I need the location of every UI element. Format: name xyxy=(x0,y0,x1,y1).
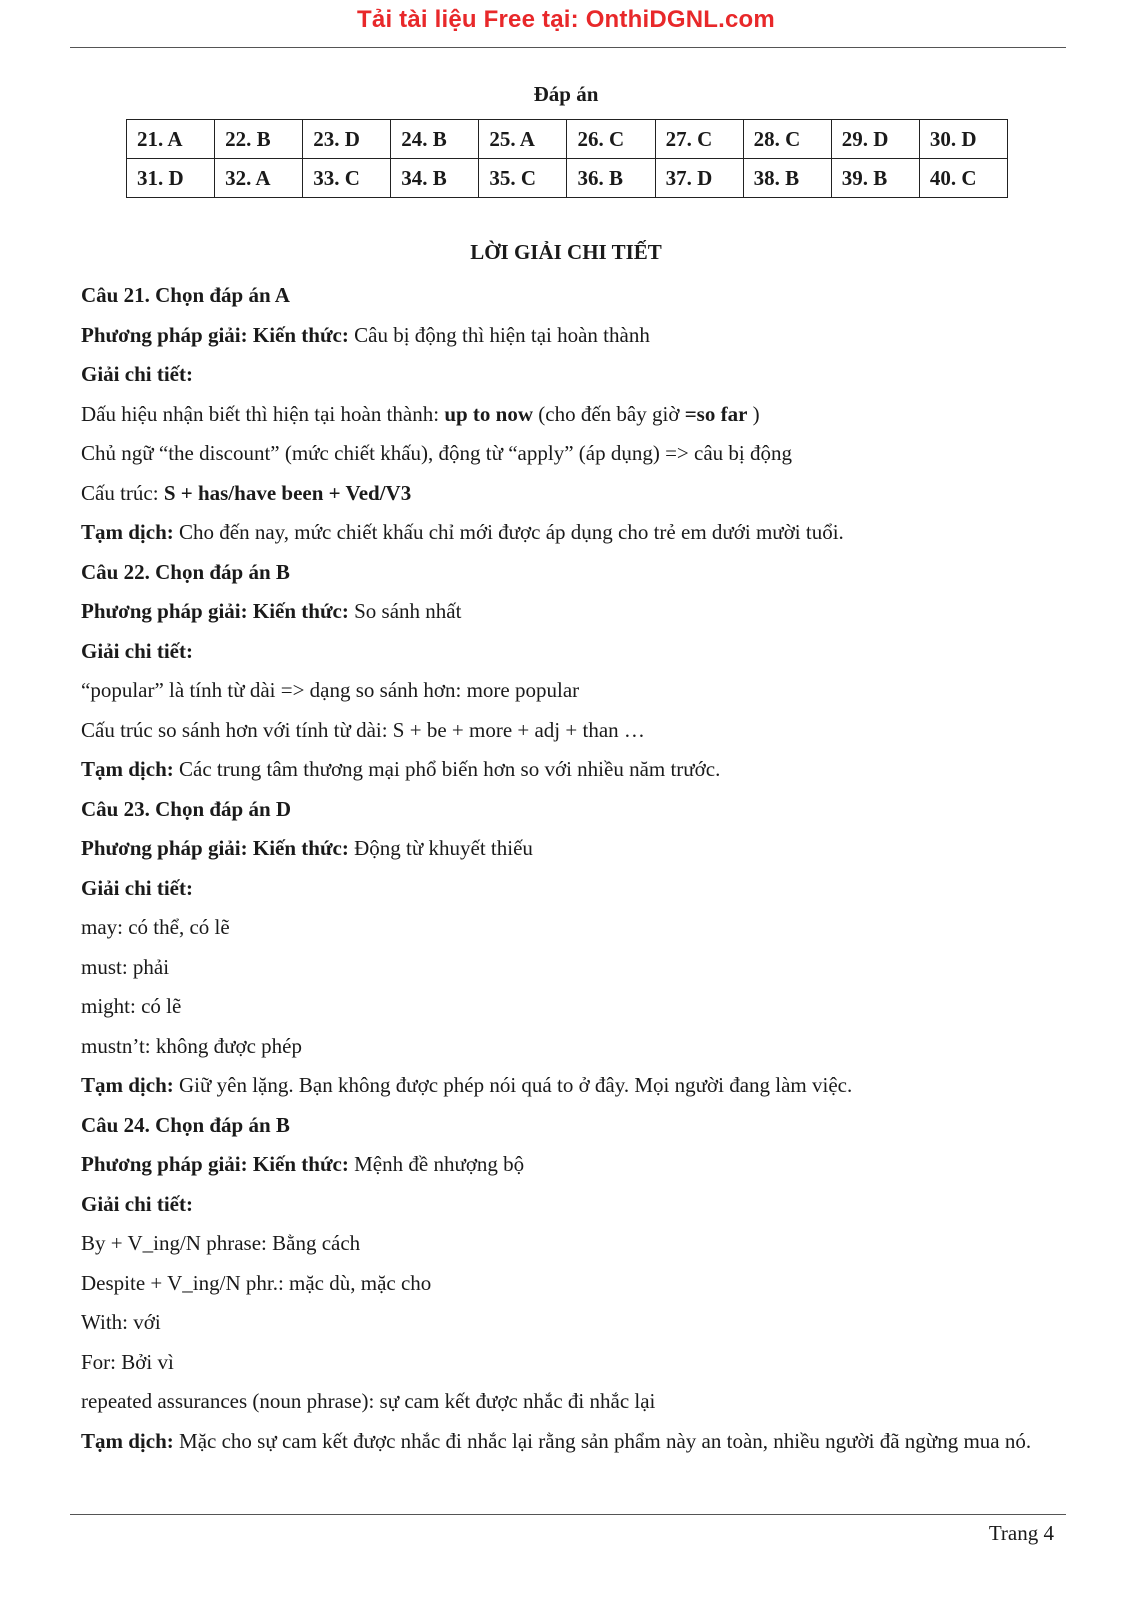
text-run: Dấu hiệu nhận biết thì hiện tại hoàn thành: xyxy=(81,401,445,426)
text-run: mustn’t: không được phép xyxy=(81,1033,303,1058)
bold-text: up to now xyxy=(444,401,534,426)
text-run: may: có thể, có lẽ xyxy=(81,915,230,939)
solutions-body xyxy=(81,276,1066,1461)
text-run: Cấu trúc: xyxy=(81,480,164,505)
solution-line xyxy=(81,790,1066,830)
solution-line xyxy=(81,434,1066,474)
solution-line xyxy=(81,513,1066,553)
answer-cell: 24. B xyxy=(391,120,479,159)
solution-line xyxy=(81,1106,1066,1146)
solution-line xyxy=(81,395,1066,435)
text-run: (cho đến bây giờ xyxy=(533,401,685,426)
text-run: Cho đến nay, mức chiết khấu chỉ mới được áp dụng cho trẻ em dưới mười tuổi. xyxy=(173,520,844,544)
answer-key-table xyxy=(126,119,1008,198)
solution-line xyxy=(81,1066,1066,1106)
text-run: For: Bởi vì xyxy=(81,1349,174,1374)
bold-text: Giải chi tiết: xyxy=(81,1191,193,1216)
answer-cell: 25. A xyxy=(479,120,567,159)
bold-text: Phương pháp giải: Kiến thức: xyxy=(81,836,349,860)
text-run: Cấu trúc so sánh hơn với tính từ dài: S + be + more + adj + than … xyxy=(81,717,645,742)
answer-cell: 32. A xyxy=(215,159,303,198)
solution-line xyxy=(81,1224,1066,1264)
answer-cell: 23. D xyxy=(303,120,391,159)
answer-cell: 36. B xyxy=(567,159,655,198)
solution-line xyxy=(81,987,1066,1027)
bold-text: Câu 22. Chọn đáp án B xyxy=(81,559,290,584)
bold-text: Giải chi tiết: xyxy=(81,362,193,386)
solution-line xyxy=(81,829,1066,869)
text-run: “popular” là tính từ dài => dạng so sánh hơn: more popular xyxy=(81,678,580,702)
bold-text: Câu 24. Chọn đáp án B xyxy=(81,1112,290,1137)
text-run: repeated assurances (noun phrase): sự cam kết được nhắc đi nhắc lại xyxy=(81,1389,656,1413)
text-run: Động từ khuyết thiếu xyxy=(348,836,533,860)
text-run: With: với xyxy=(81,1310,161,1334)
solution-line xyxy=(81,948,1066,988)
bold-text: =so far xyxy=(684,401,748,426)
page-number: Trang 4 xyxy=(988,1521,1054,1545)
solution-line xyxy=(81,316,1066,356)
text-run: ) xyxy=(747,401,760,426)
bold-text: Tạm dịch: xyxy=(81,1073,174,1097)
answer-row xyxy=(127,120,1008,159)
text-run: might: có lẽ xyxy=(81,994,182,1018)
answer-cell: 35. C xyxy=(479,159,567,198)
text-run: Despite + V_ing/N phr.: mặc dù, mặc cho xyxy=(81,1270,432,1295)
answer-key-title: Đáp án xyxy=(533,82,599,106)
answer-row xyxy=(127,159,1008,198)
answer-cell: 30. D xyxy=(919,120,1007,159)
solution-line xyxy=(81,1145,1066,1185)
text-run: So sánh nhất xyxy=(348,599,462,623)
answer-cell: 21. A xyxy=(127,120,215,159)
solution-line xyxy=(81,592,1066,632)
solution-line xyxy=(81,869,1066,909)
detailed-solutions-title: LỜI GIẢI CHI TIẾT xyxy=(470,240,662,264)
solution-line xyxy=(81,276,1066,316)
solution-line xyxy=(81,1382,1066,1422)
footer-divider xyxy=(70,1514,1066,1515)
text-run: must: phải xyxy=(81,954,170,979)
text-run: Các trung tâm thương mại phổ biến hơn so với nhiều năm trước. xyxy=(173,757,721,781)
answer-cell: 37. D xyxy=(655,159,743,198)
solution-line xyxy=(81,1185,1066,1225)
solution-line xyxy=(81,553,1066,593)
bold-text: Tạm dịch: xyxy=(81,1428,174,1453)
solution-line xyxy=(81,1303,1066,1343)
solution-line xyxy=(81,711,1066,751)
text-run: Chủ ngữ “the discount” (mức chiết khấu), động từ “apply” (áp dụng) => câu bị động xyxy=(81,441,792,465)
text-run: By + V_ing/N phrase: Bằng cách xyxy=(81,1231,361,1255)
answer-cell: 38. B xyxy=(743,159,831,198)
bold-text: Phương pháp giải: Kiến thức: xyxy=(81,599,349,623)
answer-cell: 33. C xyxy=(303,159,391,198)
answer-cell: 31. D xyxy=(127,159,215,198)
answer-cell: 28. C xyxy=(743,120,831,159)
bold-text: Câu 23. Chọn đáp án D xyxy=(81,796,292,821)
answer-cell: 26. C xyxy=(567,120,655,159)
solution-line xyxy=(81,1264,1066,1304)
header-divider xyxy=(70,47,1066,48)
answer-cell: 22. B xyxy=(215,120,303,159)
bold-text: Phương pháp giải: Kiến thức: xyxy=(81,322,349,347)
bold-text: Tạm dịch: xyxy=(81,520,174,544)
answer-cell: 29. D xyxy=(831,120,919,159)
answer-cell: 27. C xyxy=(655,120,743,159)
solution-line xyxy=(81,632,1066,672)
download-banner[interactable]: Tải tài liệu Free tại: OnthiDGNL.com xyxy=(357,6,775,33)
bold-text: Câu 21. Chọn đáp án A xyxy=(81,283,290,307)
solution-line xyxy=(81,671,1066,711)
solution-line xyxy=(81,1343,1066,1383)
solution-line xyxy=(81,1027,1066,1067)
text-run: Mặc cho sự cam kết được nhắc đi nhắc lại rằng sản phẩm này an toàn, nhiều người đã ngừng mua nó. xyxy=(173,1428,1032,1453)
solution-line xyxy=(81,1422,1066,1462)
text-run: Câu bị động thì hiện tại hoàn thành xyxy=(348,322,650,347)
text-run: Mệnh đề nhượng bộ xyxy=(348,1152,525,1176)
solution-line xyxy=(81,750,1066,790)
answer-cell: 40. C xyxy=(919,159,1007,198)
solution-line xyxy=(81,355,1066,395)
bold-text: Phương pháp giải: Kiến thức: xyxy=(81,1152,349,1176)
answer-cell: 34. B xyxy=(391,159,479,198)
solution-line xyxy=(81,908,1066,948)
bold-text: Tạm dịch: xyxy=(81,757,174,781)
answer-cell: 39. B xyxy=(831,159,919,198)
text-run: Giữ yên lặng. Bạn không được phép nói quá to ở đây. Mọi người đang làm việc. xyxy=(173,1073,853,1097)
bold-text: Giải chi tiết: xyxy=(81,875,193,900)
bold-text: S + has/have been + Ved/V3 xyxy=(163,480,412,505)
solution-line xyxy=(81,474,1066,514)
bold-text: Giải chi tiết: xyxy=(81,638,193,663)
